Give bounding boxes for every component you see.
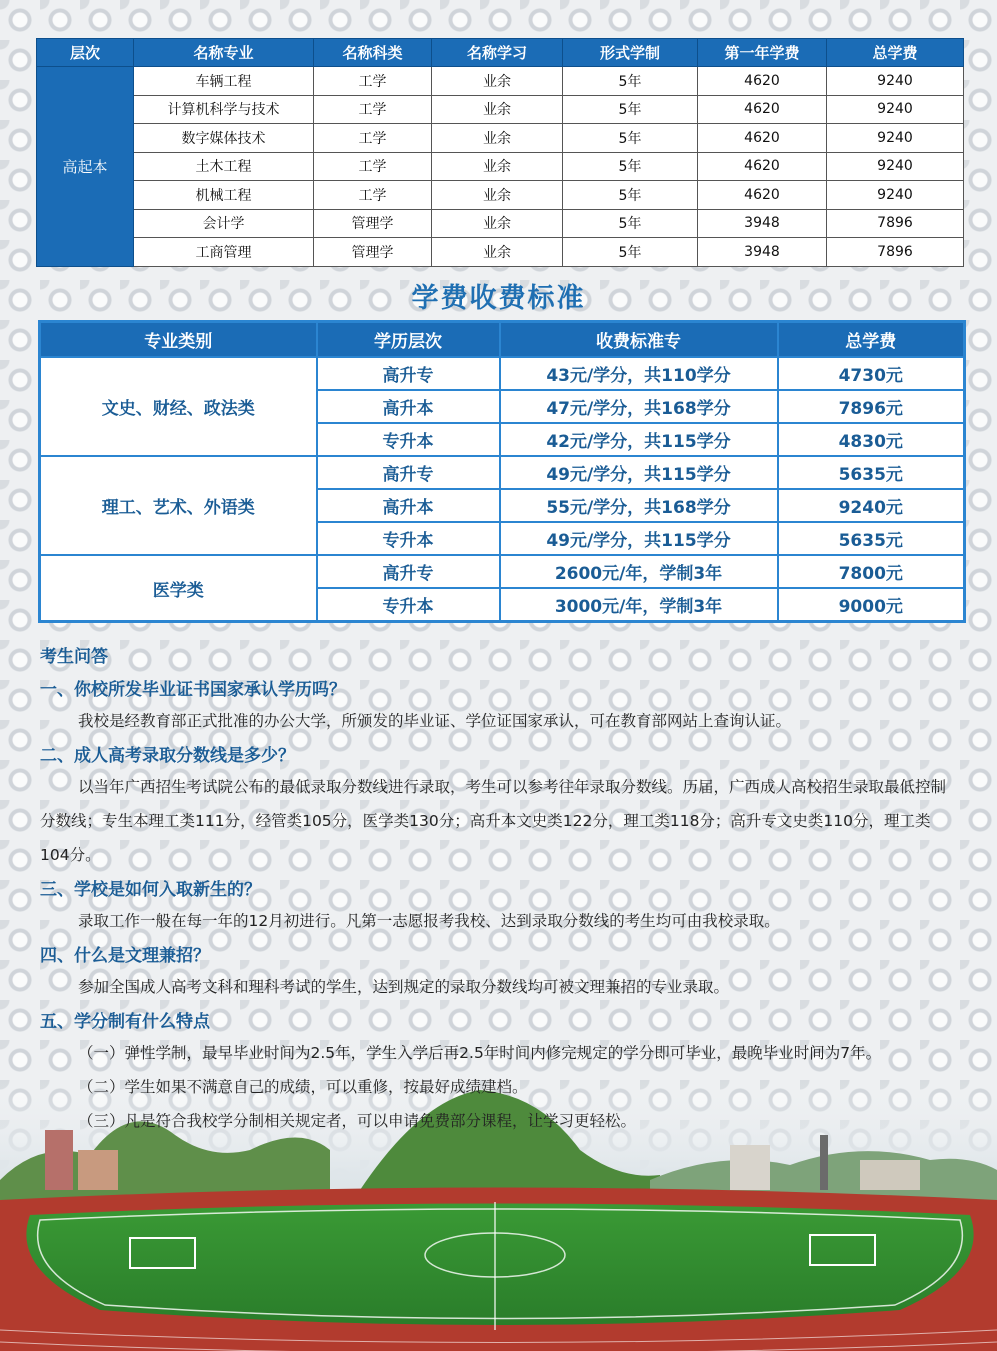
table-row [37, 181, 964, 210]
header-level: 层次 [37, 39, 134, 67]
cell-total-fee: 9240 [827, 95, 964, 124]
cell-total-fee: 9240 [827, 181, 964, 210]
cell-total-fee: 9240 [827, 67, 964, 96]
answer-5-2: （二）学生如果不满意自己的成绩，可以重修，按最好成绩建档。 [78, 1078, 528, 1096]
header-education-level: 学历层次 [317, 322, 500, 358]
program-table-header-row [37, 39, 964, 67]
cell-study-mode: 业余 [432, 238, 563, 267]
cell-education-level: 高升专 [317, 555, 500, 588]
category-cell: 理工、艺术、外语类 [40, 456, 317, 555]
table-row [37, 124, 964, 153]
cell-fee-standard: 49元/学分，共115学分 [500, 522, 778, 555]
cell-study-mode: 业余 [432, 152, 563, 181]
header-total-fee: 总学费 [827, 39, 964, 67]
cell-major: 机械工程 [134, 181, 314, 210]
cell-duration: 5年 [563, 209, 698, 238]
cell-major: 计算机科学与技术 [134, 95, 314, 124]
cell-total-fee: 7896 [827, 238, 964, 267]
cell-fee-standard: 55元/学分，共168学分 [500, 489, 778, 522]
table-row [40, 456, 965, 489]
category-cell: 文史、财经、政法类 [40, 357, 317, 456]
cell-major: 工商管理 [134, 238, 314, 267]
fee-table-header-row [40, 322, 965, 358]
cell-education-level: 高升专 [317, 357, 500, 390]
table-row [37, 152, 964, 181]
cell-discipline: 管理学 [314, 238, 432, 267]
cell-total-fee: 7896元 [778, 390, 965, 423]
cell-total-fee: 7896 [827, 209, 964, 238]
cell-fee-standard: 49元/学分，共115学分 [500, 456, 778, 489]
cell-major: 会计学 [134, 209, 314, 238]
cell-major: 数字媒体技术 [134, 124, 314, 153]
cell-study-mode: 业余 [432, 181, 563, 210]
cell-study-mode: 业余 [432, 67, 563, 96]
question-1: 一、你校所发毕业证书国家承认学历吗？ [40, 680, 346, 700]
question-3: 三、学校是如何入取新生的？ [40, 880, 261, 900]
question-4: 四、什么是文理兼招？ [40, 946, 210, 966]
table-row [40, 555, 965, 588]
qa-section-title: 考生问答 [40, 647, 108, 667]
cell-total-fee: 4830元 [778, 423, 965, 456]
cell-first-year-fee: 3948 [698, 209, 827, 238]
cell-total-fee: 9240 [827, 152, 964, 181]
cell-total-fee: 4730元 [778, 357, 965, 390]
answer-1: 我校是经教育部正式批准的办公大学，所颁发的毕业证、学位证国家承认，可在教育部网站上查询认证。 [78, 712, 792, 730]
cell-discipline: 管理学 [314, 209, 432, 238]
cell-discipline: 工学 [314, 124, 432, 153]
cell-fee-standard: 43元/学分，共110学分 [500, 357, 778, 390]
table-row [37, 67, 964, 96]
cell-discipline: 工学 [314, 181, 432, 210]
header-duration: 形式学制 [563, 39, 698, 67]
header-first-year-fee: 第一年学费 [698, 39, 827, 67]
cell-study-mode: 业余 [432, 124, 563, 153]
cell-discipline: 工学 [314, 152, 432, 181]
cell-major: 车辆工程 [134, 67, 314, 96]
cell-discipline: 工学 [314, 95, 432, 124]
answer-4: 参加全国成人高考文科和理科考试的学生，达到规定的录取分数线均可被文理兼招的专业录取。 [78, 978, 730, 996]
cell-total-fee: 5635元 [778, 456, 965, 489]
cell-duration: 5年 [563, 152, 698, 181]
answer-5-3: （三）凡是符合我校学分制相关规定者，可以申请免费部分课程，让学习更轻松。 [78, 1112, 637, 1130]
cell-education-level: 高升专 [317, 456, 500, 489]
qa-section [40, 642, 960, 1138]
header-study-mode: 名称学习 [432, 39, 563, 67]
cell-duration: 5年 [563, 67, 698, 96]
answer-5-1: （一）弹性学制，最早毕业时间为2.5年，学生入学后再2.5年时间内修完规定的学分即可毕业，最晚毕业时间为7年。 [78, 1044, 882, 1062]
cell-first-year-fee: 4620 [698, 181, 827, 210]
cell-first-year-fee: 4620 [698, 124, 827, 153]
question-5: 五、学分制有什么特点 [40, 1012, 210, 1032]
cell-major: 土木工程 [134, 152, 314, 181]
table-row [37, 95, 964, 124]
fee-standard-title: 学费收费标准 [411, 283, 586, 314]
table-row [40, 357, 965, 390]
answer-2: 以当年广西招生考试院公布的最低录取分数线进行录取，考生可以参考往年录取分数线。历届，广西成人高校招生录取最低控制分数线；专生本理工类111分，经管类105分，医学类130分；高升本文史类122分，理工类118分；高升专文史类110分，理工类104分。 [40, 778, 947, 864]
header-major: 名称专业 [134, 39, 314, 67]
header-fee-standard: 收费标准专 [500, 322, 778, 358]
cell-education-level: 专升本 [317, 588, 500, 622]
cell-fee-standard: 3000元/年，学制3年 [500, 588, 778, 622]
table-row [37, 209, 964, 238]
header-category: 专业类别 [40, 322, 317, 358]
cell-total-fee: 9000元 [778, 588, 965, 622]
cell-first-year-fee: 3948 [698, 238, 827, 267]
cell-education-level: 专升本 [317, 423, 500, 456]
question-2: 二、成人高考录取分数线是多少？ [40, 746, 295, 766]
cell-education-level: 高升本 [317, 489, 500, 522]
cell-total-fee: 9240元 [778, 489, 965, 522]
cell-duration: 5年 [563, 181, 698, 210]
cell-total-fee: 5635元 [778, 522, 965, 555]
header-total-fee: 总学费 [778, 322, 965, 358]
cell-duration: 5年 [563, 124, 698, 153]
cell-total-fee: 7800元 [778, 555, 965, 588]
table-row [37, 238, 964, 267]
cell-fee-standard: 2600元/年，学制3年 [500, 555, 778, 588]
cell-first-year-fee: 4620 [698, 95, 827, 124]
cell-education-level: 专升本 [317, 522, 500, 555]
cell-duration: 5年 [563, 95, 698, 124]
cell-study-mode: 业余 [432, 95, 563, 124]
cell-total-fee: 9240 [827, 124, 964, 153]
cell-first-year-fee: 4620 [698, 152, 827, 181]
cell-study-mode: 业余 [432, 209, 563, 238]
cell-fee-standard: 42元/学分，共115学分 [500, 423, 778, 456]
program-table [36, 38, 964, 267]
level-cell: 高起本 [37, 67, 134, 267]
cell-discipline: 工学 [314, 67, 432, 96]
category-cell: 医学类 [40, 555, 317, 622]
cell-fee-standard: 47元/学分，共168学分 [500, 390, 778, 423]
cell-duration: 5年 [563, 238, 698, 267]
cell-education-level: 高升本 [317, 390, 500, 423]
header-discipline: 名称科类 [314, 39, 432, 67]
answer-3: 录取工作一般在每一年的12月初进行。凡第一志愿报考我校、达到录取分数线的考生均可由我校录取。 [78, 912, 780, 930]
fee-standard-table [38, 320, 966, 623]
cell-first-year-fee: 4620 [698, 67, 827, 96]
